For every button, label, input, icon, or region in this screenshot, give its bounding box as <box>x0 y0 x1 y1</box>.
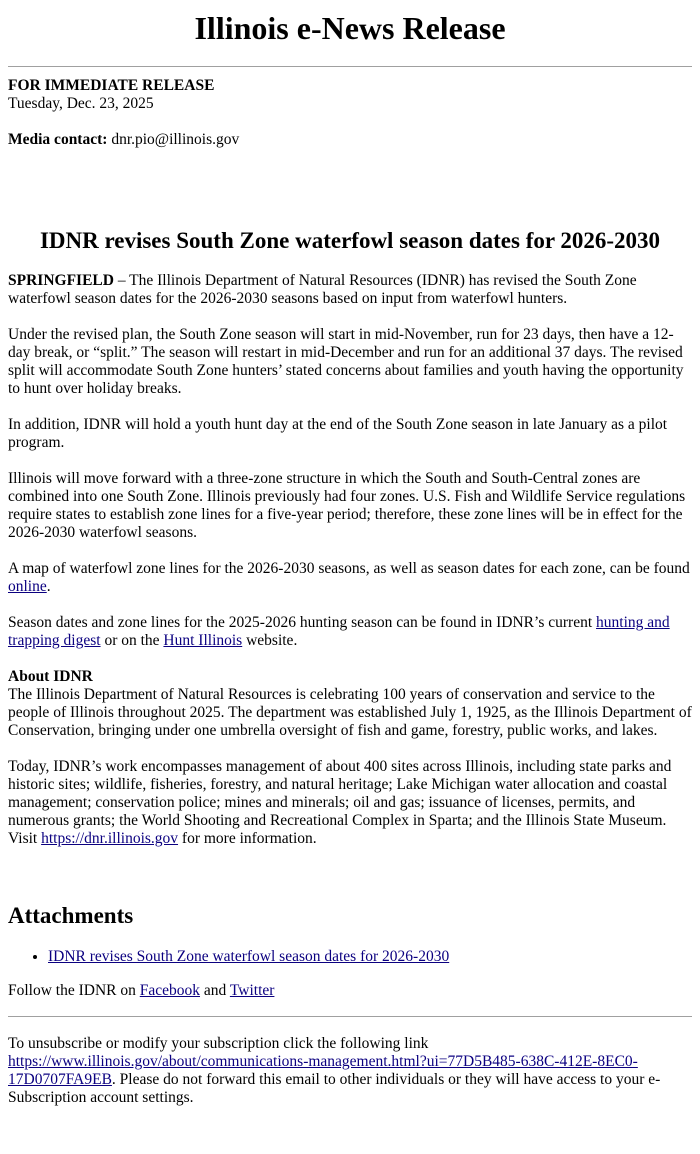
follow-and: and <box>200 982 230 999</box>
online-link[interactable]: online <box>8 578 47 595</box>
media-contact-label: Media contact: <box>8 131 108 148</box>
release-header <box>8 77 692 149</box>
release-date: Tuesday, Dec. 23, 2025 <box>8 95 154 112</box>
unsubscribe-notice <box>8 1035 692 1107</box>
twitter-link[interactable]: Twitter <box>229 982 275 999</box>
subscription-management-link[interactable]: https://www.illinois.gov/about/communications-management.html?ui=77D5B485-638C-412E-8EC0-17D0707FA9EB <box>8 1053 638 1088</box>
paragraph-5-end: . <box>46 578 51 595</box>
idnr-website-link[interactable]: https://dnr.illinois.gov <box>41 830 179 847</box>
paragraph-4: Illinois will move forward with a three-zone structure in which the South and South-Central zones are combined into one South Zone. Illinois previously had four zones. U.S. Fish and Wildlife Service regulations require states to establish zone lines for a five-year period; therefore, these zone lines will be in effect for the 2026-2030 waterfowl seasons. <box>8 470 686 541</box>
attachment-link[interactable]: IDNR revises South Zone waterfowl season dates for 2026-2030 <box>48 948 450 965</box>
top-divider <box>8 66 692 67</box>
media-contact <box>8 131 692 149</box>
about-paragraph-2-text: Today, IDNR’s work encompasses management of about 400 sites across Illinois, including state parks and historic sites; wildlife, fisheries, forestry, and natural heritage; Lake Michigan water allocation and coastal management; conservation police; mines and minerals; oil and gas; issuance of licenses, permits, and numerous grants; the World Shooting and Recreational Complex in Sparta; and the Illinois State Museum. Visit <box>8 758 672 847</box>
paragraph-2: Under the revised plan, the South Zone season will start in mid-November, run for 23 days, then have a 12-day break, or “split.” The season will restart in mid-December and run for an additional 37 days. The revised split will accommodate South Zone hunters’ stated concerns about families and youth having the opportunity to hunt over holiday breaks. <box>8 326 684 397</box>
dateline: SPRINGFIELD <box>8 272 114 289</box>
media-contact-email: dnr.pio@illinois.gov <box>107 131 240 148</box>
paragraph-6-text: Season dates and zone lines for the 2025-2026 hunting season can be found in IDNR’s current <box>8 614 597 631</box>
unsubscribe-end: . Please do not forward this email to other individuals or they will have access to your e-Subscription account settings. <box>8 1071 661 1106</box>
article-body <box>8 272 692 848</box>
unsubscribe-text: To unsubscribe or modify your subscription click the following link <box>8 1035 429 1052</box>
paragraph-6-end: website. <box>242 632 298 649</box>
article-headline: IDNR revises South Zone waterfowl season dates for 2026-2030 <box>39 228 661 253</box>
footer-divider <box>8 1016 692 1017</box>
hunt-illinois-link[interactable]: Hunt Illinois <box>163 632 243 649</box>
attachments-list <box>8 948 692 966</box>
facebook-link[interactable]: Facebook <box>139 982 201 999</box>
about-paragraph-1: The Illinois Department of Natural Resources is celebrating 100 years of conservation and service to the people of Illinois throughout 2025. The department was established July 1, 1925, as the Illinois Department of Conservation, bringing under one umbrella oversight of fish and game, forestry, public works, and lakes. <box>8 686 692 739</box>
about-heading-text: About IDNR <box>8 668 93 685</box>
site-title: Illinois e-News Release <box>194 10 506 46</box>
paragraph-1 <box>8 272 692 308</box>
about-paragraph-2-end: for more information. <box>178 830 317 847</box>
paragraph-6-mid: or on the <box>100 632 164 649</box>
release-label: FOR IMMEDIATE RELEASE <box>8 77 215 94</box>
hunting-digest-link[interactable]: hunting and trapping digest <box>8 614 670 649</box>
attachment-item <box>48 948 692 966</box>
paragraph-3: In addition, IDNR will hold a youth hunt day at the end of the South Zone season in late January as a pilot program. <box>8 416 668 451</box>
paragraph-5-text: A map of waterfowl zone lines for the 2026-2030 seasons, as well as season dates for each zone, can be found <box>8 560 690 577</box>
follow-text: Follow the IDNR on <box>8 982 140 999</box>
about-paragraph-2 <box>8 758 692 848</box>
follow-line <box>8 982 692 1000</box>
paragraph-6 <box>8 614 692 650</box>
attachments-heading: Attachments <box>8 903 134 928</box>
paragraph-5 <box>8 560 692 596</box>
about-heading <box>8 668 692 686</box>
paragraph-1-text: – The Illinois Department of Natural Resources (IDNR) has revised the South Zone waterfowl season dates for the 2026-2030 seasons based on input from waterfowl hunters. <box>8 272 637 307</box>
